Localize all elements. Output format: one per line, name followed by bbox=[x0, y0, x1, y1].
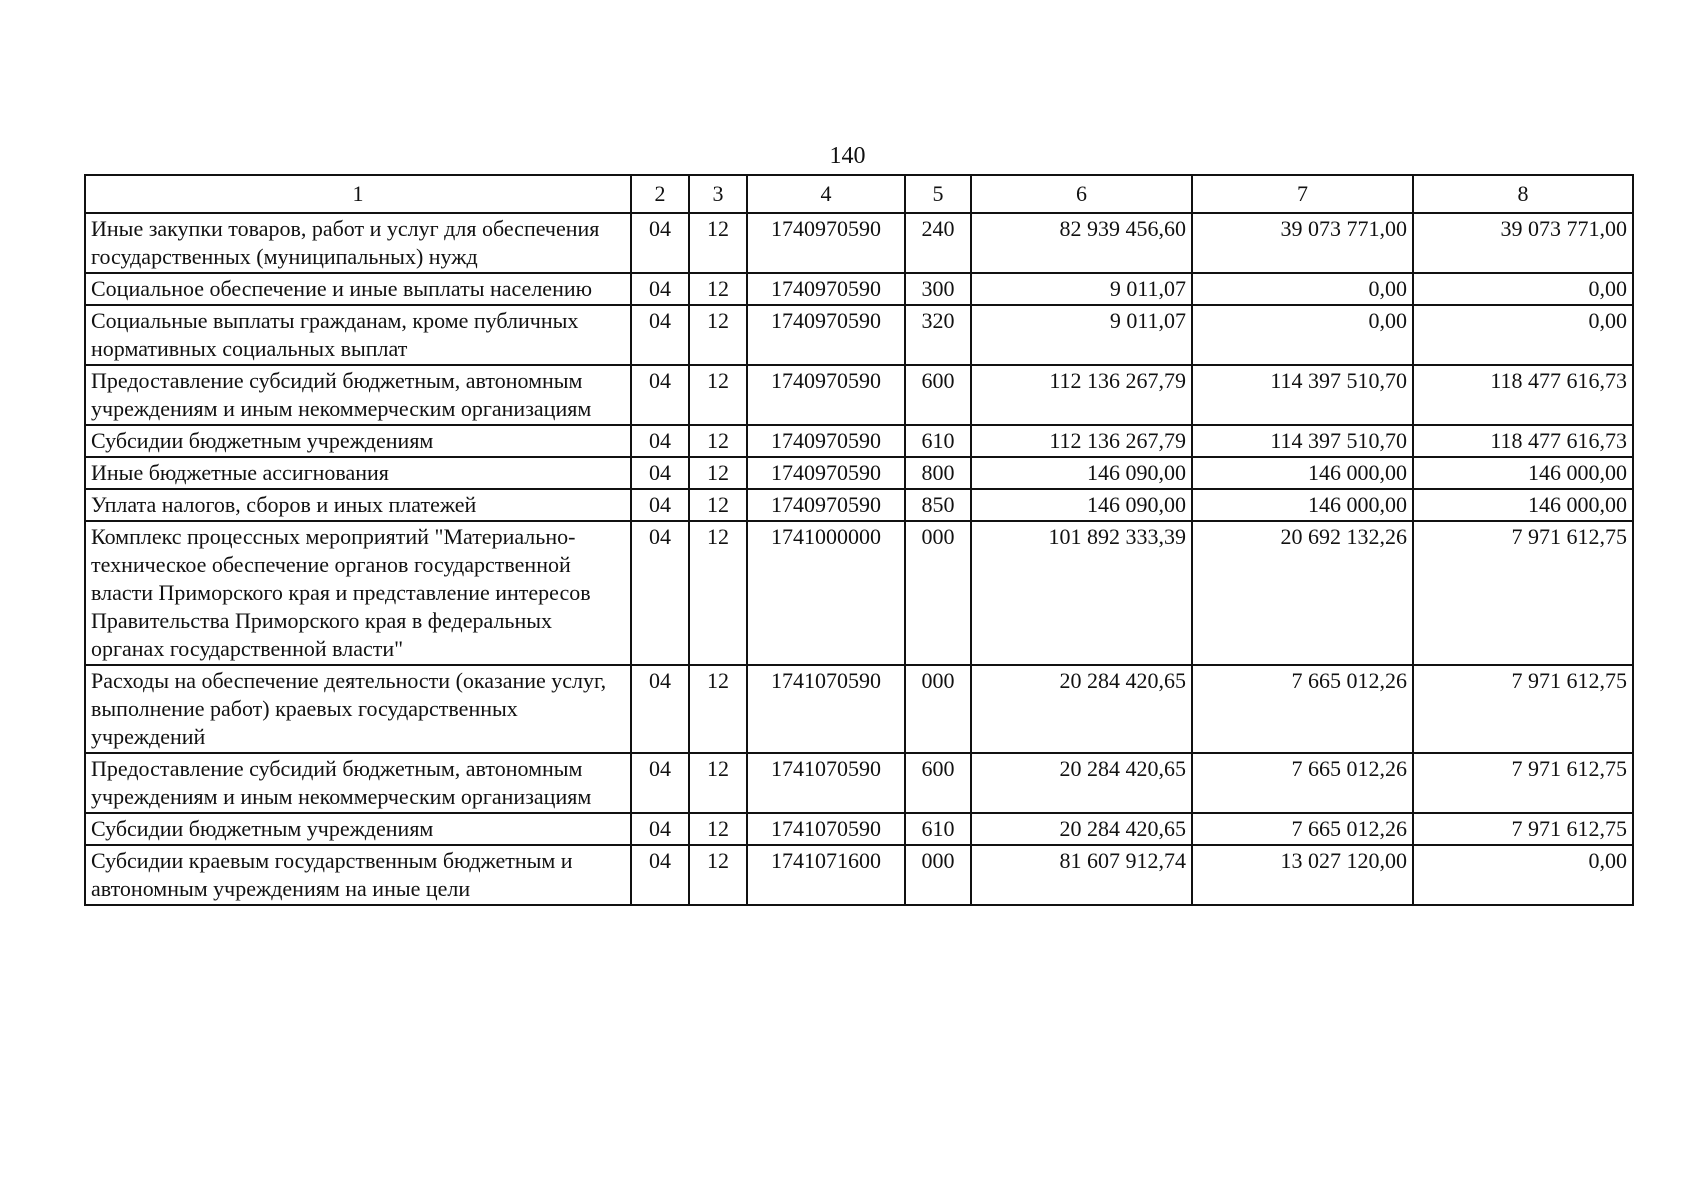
column-header: 4 bbox=[747, 175, 905, 213]
row-target-article: 1740970590 bbox=[747, 489, 905, 521]
row-amount-6: 82 939 456,60 bbox=[971, 213, 1192, 273]
row-amount-6: 9 011,07 bbox=[971, 273, 1192, 305]
row-amount-8: 7 971 612,75 bbox=[1413, 521, 1633, 665]
row-section: 04 bbox=[631, 665, 689, 753]
row-name: Комплекс процессных мероприятий "Материально-техническое обеспечение органов государственной власти Приморского края и представление интересов Правительства Приморского края в федеральных органах государственной власти" bbox=[85, 521, 631, 665]
row-expense-type: 600 bbox=[905, 365, 971, 425]
row-name: Иные закупки товаров, работ и услуг для обеспечения государственных (муниципальных) нужд bbox=[85, 213, 631, 273]
row-amount-8: 39 073 771,00 bbox=[1413, 213, 1633, 273]
row-subsection: 12 bbox=[689, 273, 747, 305]
row-section: 04 bbox=[631, 213, 689, 273]
row-section: 04 bbox=[631, 425, 689, 457]
row-amount-8: 7 971 612,75 bbox=[1413, 665, 1633, 753]
row-amount-8: 0,00 bbox=[1413, 305, 1633, 365]
row-name: Предоставление субсидий бюджетным, автономным учреждениям и иным некоммерческим организациям bbox=[85, 365, 631, 425]
row-subsection: 12 bbox=[689, 365, 747, 425]
table-row bbox=[85, 305, 1633, 365]
row-section: 04 bbox=[631, 365, 689, 425]
row-target-article: 1741070590 bbox=[747, 665, 905, 753]
row-expense-type: 800 bbox=[905, 457, 971, 489]
row-amount-6: 20 284 420,65 bbox=[971, 665, 1192, 753]
row-amount-7: 146 000,00 bbox=[1192, 457, 1413, 489]
table-row bbox=[85, 521, 1633, 665]
row-name: Иные бюджетные ассигнования bbox=[85, 457, 631, 489]
row-subsection: 12 bbox=[689, 521, 747, 665]
row-amount-6: 112 136 267,79 bbox=[971, 365, 1192, 425]
row-name: Субсидии бюджетным учреждениям bbox=[85, 813, 631, 845]
row-expense-type: 000 bbox=[905, 665, 971, 753]
row-name: Предоставление субсидий бюджетным, автономным учреждениям и иным некоммерческим организациям bbox=[85, 753, 631, 813]
table-row bbox=[85, 365, 1633, 425]
row-name: Социальные выплаты гражданам, кроме публичных нормативных социальных выплат bbox=[85, 305, 631, 365]
row-subsection: 12 bbox=[689, 489, 747, 521]
row-amount-7: 13 027 120,00 bbox=[1192, 845, 1413, 905]
row-expense-type: 610 bbox=[905, 425, 971, 457]
budget-table bbox=[84, 174, 1634, 906]
column-header: 5 bbox=[905, 175, 971, 213]
row-amount-8: 146 000,00 bbox=[1413, 457, 1633, 489]
row-section: 04 bbox=[631, 489, 689, 521]
row-subsection: 12 bbox=[689, 753, 747, 813]
row-amount-8: 0,00 bbox=[1413, 845, 1633, 905]
column-header: 1 bbox=[85, 175, 631, 213]
row-amount-8: 118 477 616,73 bbox=[1413, 425, 1633, 457]
row-amount-6: 20 284 420,65 bbox=[971, 813, 1192, 845]
row-expense-type: 610 bbox=[905, 813, 971, 845]
row-amount-7: 39 073 771,00 bbox=[1192, 213, 1413, 273]
row-amount-7: 7 665 012,26 bbox=[1192, 665, 1413, 753]
row-target-article: 1740970590 bbox=[747, 305, 905, 365]
row-expense-type: 240 bbox=[905, 213, 971, 273]
row-name: Субсидии бюджетным учреждениям bbox=[85, 425, 631, 457]
row-subsection: 12 bbox=[689, 813, 747, 845]
row-amount-6: 9 011,07 bbox=[971, 305, 1192, 365]
row-target-article: 1740970590 bbox=[747, 273, 905, 305]
row-name: Расходы на обеспечение деятельности (оказание услуг, выполнение работ) краевых государственных учреждений bbox=[85, 665, 631, 753]
row-amount-8: 118 477 616,73 bbox=[1413, 365, 1633, 425]
row-expense-type: 300 bbox=[905, 273, 971, 305]
row-target-article: 1740970590 bbox=[747, 213, 905, 273]
table-row bbox=[85, 845, 1633, 905]
table-row bbox=[85, 213, 1633, 273]
column-header: 2 bbox=[631, 175, 689, 213]
row-target-article: 1740970590 bbox=[747, 457, 905, 489]
row-subsection: 12 bbox=[689, 425, 747, 457]
row-section: 04 bbox=[631, 813, 689, 845]
row-subsection: 12 bbox=[689, 665, 747, 753]
row-target-article: 1741000000 bbox=[747, 521, 905, 665]
row-expense-type: 320 bbox=[905, 305, 971, 365]
table-row bbox=[85, 425, 1633, 457]
row-section: 04 bbox=[631, 273, 689, 305]
page-number: 140 bbox=[829, 143, 866, 169]
column-header: 6 bbox=[971, 175, 1192, 213]
row-expense-type: 000 bbox=[905, 845, 971, 905]
row-section: 04 bbox=[631, 521, 689, 665]
row-amount-7: 114 397 510,70 bbox=[1192, 425, 1413, 457]
row-amount-8: 146 000,00 bbox=[1413, 489, 1633, 521]
row-amount-6: 146 090,00 bbox=[971, 457, 1192, 489]
column-header: 8 bbox=[1413, 175, 1633, 213]
row-subsection: 12 bbox=[689, 457, 747, 489]
row-target-article: 1741071600 bbox=[747, 845, 905, 905]
row-target-article: 1741070590 bbox=[747, 753, 905, 813]
row-amount-6: 112 136 267,79 bbox=[971, 425, 1192, 457]
row-amount-7: 0,00 bbox=[1192, 305, 1413, 365]
table-row bbox=[85, 273, 1633, 305]
row-expense-type: 850 bbox=[905, 489, 971, 521]
row-section: 04 bbox=[631, 753, 689, 813]
row-subsection: 12 bbox=[689, 305, 747, 365]
row-amount-6: 20 284 420,65 bbox=[971, 753, 1192, 813]
table-row bbox=[85, 489, 1633, 521]
header-row bbox=[85, 175, 1633, 213]
row-expense-type: 600 bbox=[905, 753, 971, 813]
row-amount-7: 20 692 132,26 bbox=[1192, 521, 1413, 665]
row-amount-6: 81 607 912,74 bbox=[971, 845, 1192, 905]
row-amount-6: 101 892 333,39 bbox=[971, 521, 1192, 665]
row-amount-7: 7 665 012,26 bbox=[1192, 753, 1413, 813]
table-row bbox=[85, 665, 1633, 753]
row-amount-8: 0,00 bbox=[1413, 273, 1633, 305]
row-amount-7: 0,00 bbox=[1192, 273, 1413, 305]
row-subsection: 12 bbox=[689, 213, 747, 273]
column-header: 7 bbox=[1192, 175, 1413, 213]
row-target-article: 1741070590 bbox=[747, 813, 905, 845]
row-amount-6: 146 090,00 bbox=[971, 489, 1192, 521]
row-target-article: 1740970590 bbox=[747, 425, 905, 457]
row-section: 04 bbox=[631, 457, 689, 489]
row-section: 04 bbox=[631, 845, 689, 905]
row-amount-8: 7 971 612,75 bbox=[1413, 813, 1633, 845]
row-name: Уплата налогов, сборов и иных платежей bbox=[85, 489, 631, 521]
row-name: Социальное обеспечение и иные выплаты населению bbox=[85, 273, 631, 305]
row-expense-type: 000 bbox=[905, 521, 971, 665]
row-amount-7: 114 397 510,70 bbox=[1192, 365, 1413, 425]
table-row bbox=[85, 813, 1633, 845]
table-row bbox=[85, 457, 1633, 489]
row-section: 04 bbox=[631, 305, 689, 365]
table-row bbox=[85, 753, 1633, 813]
row-target-article: 1740970590 bbox=[747, 365, 905, 425]
row-amount-8: 7 971 612,75 bbox=[1413, 753, 1633, 813]
column-header: 3 bbox=[689, 175, 747, 213]
row-amount-7: 146 000,00 bbox=[1192, 489, 1413, 521]
row-name: Субсидии краевым государственным бюджетным и автономным учреждениям на иные цели bbox=[85, 845, 631, 905]
row-subsection: 12 bbox=[689, 845, 747, 905]
row-amount-7: 7 665 012,26 bbox=[1192, 813, 1413, 845]
